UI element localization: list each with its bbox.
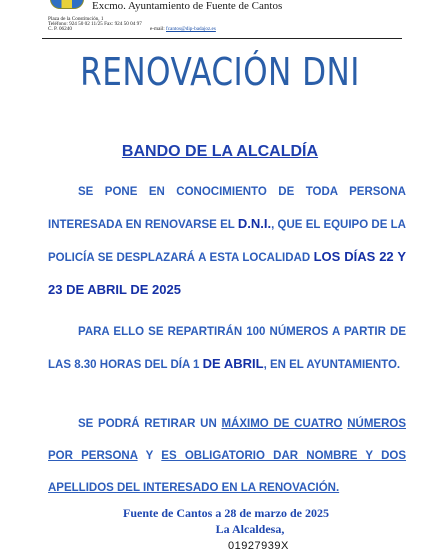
address-line: Plaza de la Constitución, 1 — [48, 16, 104, 22]
phone-line: Teléfono: 924 50 02 11/25 Fax: 924 50 04 97 — [48, 21, 142, 27]
signature-date: Fuente de Cantos a 28 de marzo de 2025 — [123, 506, 329, 520]
postal-line: C. P. 06240 — [48, 26, 72, 32]
p1-text-b: , QUE EL EQUIPO DE LA POLICÍA SE DESPLAZARÁ A ESTA LOCALIDAD — [48, 219, 406, 264]
p3-numbers: NÚMEROS POR PERSONA — [48, 418, 406, 462]
email-link[interactable]: fcantos@dip-badajoz.es — [166, 26, 216, 32]
p3-obligation: ES OBLIGATORIO DAR NOMBRE Y DOS APELLIDOS DEL INTERESADO EN LA RENOVACIÓN. — [48, 450, 407, 494]
email-label: e-mail: — [150, 26, 165, 32]
p1-text-a: SE PONE EN CONOCIMIENTO DE TODA PERSONA INTERESADA EN RENOVARSE EL — [48, 186, 406, 231]
p3-text-a: SE PODRÁ RETIRAR UN — [78, 418, 222, 430]
page-title: RENOVACIÓN DNI — [80, 50, 360, 94]
p3-text-b: Y — [137, 450, 162, 462]
org-name: Excmo. Ayuntamiento de Fuente de Cantos — [92, 0, 283, 12]
p2-text-b: , EN EL AYUNTAMIENTO. — [263, 359, 401, 371]
id-code: 01927939X — [228, 540, 289, 552]
letterhead — [0, 0, 440, 40]
signature-title: La Alcaldesa, — [215, 522, 285, 536]
p2-text-a: PARA ELLO SE REPARTIRÁN 100 NÚMEROS A PARTIR DE LAS 8.30 HORAS DEL DÍA 1 — [48, 326, 406, 371]
municipal-crest-icon — [50, 0, 84, 9]
p1-dni: D.N.I. — [237, 216, 272, 231]
p3-maximum: MÁXIMO DE CUATRO — [221, 418, 343, 430]
p1-dates: LOS DÍAS 22 Y 23 DE ABRIL DE 2025 — [48, 249, 406, 297]
letterhead-divider — [42, 38, 402, 39]
paragraph-announcement — [48, 176, 406, 307]
paragraph-distribution — [48, 316, 406, 381]
email-line — [150, 26, 216, 32]
subtitle: BANDO DE LA ALCALDÍA — [121, 143, 319, 160]
p2-date: DE ABRIL — [202, 356, 264, 371]
paragraph-requirements — [48, 408, 406, 504]
